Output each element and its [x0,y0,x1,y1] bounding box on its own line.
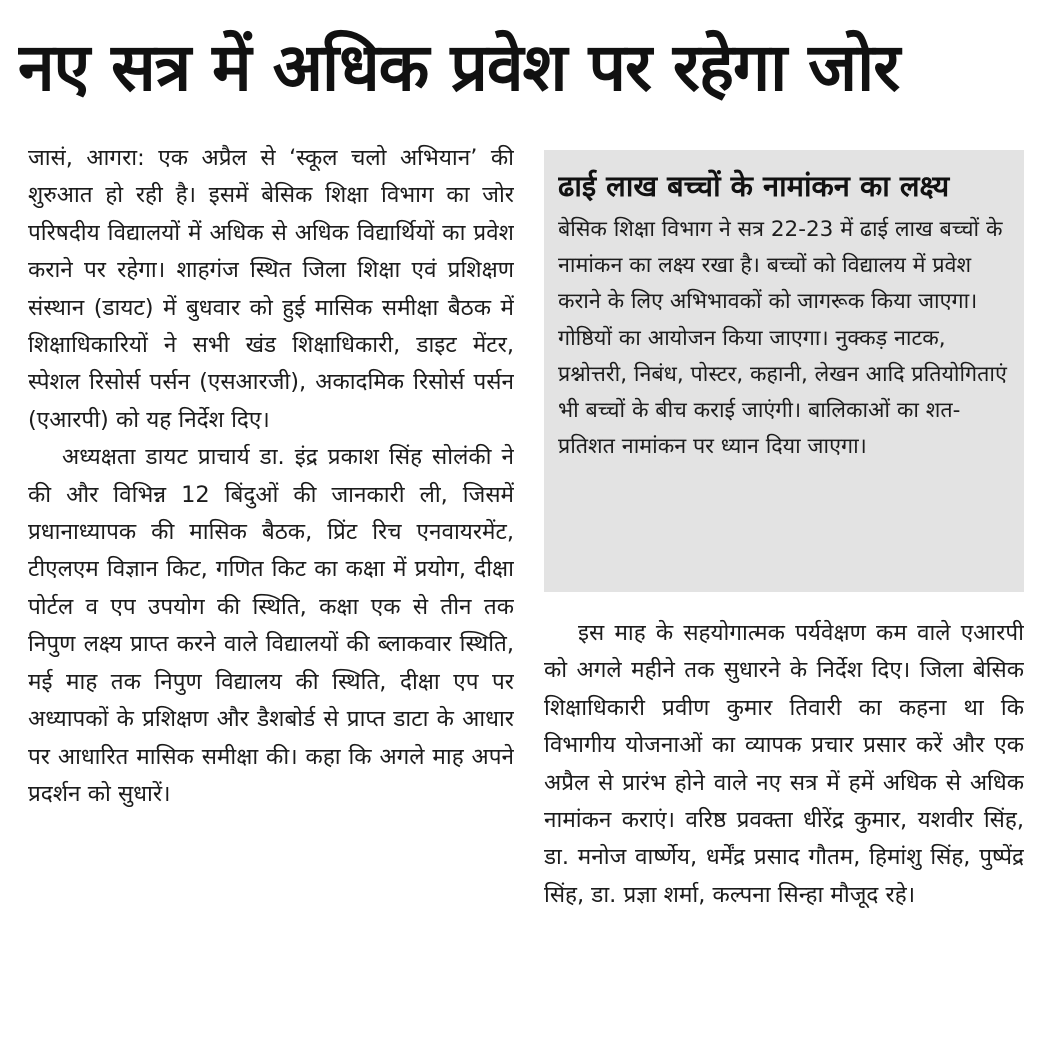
left-paragraph-1: जासं, आगरा: एक अप्रैल से ‘स्कूल चलो अभियान’ की शुरुआत हो रही है। इसमें बेसिक शिक्षा विभाग का जोर परिषदीय विद्यालयों में अधिक से अधिक विद्यार्थियों का प्रवेश कराने पर रहेगा। शाहगंज स्थित जिला शिक्षा एवं प्रशिक्षण संस्थान (डायट) में बुधवार को हुई मासिक समीक्षा बैठक में शिक्षाधिकारियों ने सभी खंड शिक्षाधिकारी, डाइट मेंटर, स्पेशल रिसोर्स पर्सन (एसआरजी), अकादमिक रिसोर्स पर्सन (एआरपी) को यह निर्देश दिए। [28,145,514,433]
right-column [544,615,1024,1052]
left-paragraph-2: अध्यक्षता डायट प्राचार्य डा. इंद्र प्रकाश सिंह सोलंकी ने की और विभिन्न 12 बिंदुओं की जानकारी ली, जिसमें प्रधानाध्यापक की मासिक बैठक, प्रिंट रिच एनवायरमेंट, टीएलएम विज्ञान किट, गणित किट का कक्षा में प्रयोग, दीक्षा पोर्टल व एप उपयोग की स्थिति, कक्षा एक से तीन तक निपुण लक्ष्य प्राप्त करने वाले विद्यालयों की ब्लाकवार स्थिति, मई माह तक निपुण विद्यालय की स्थिति, दीक्षा एप पर अध्यापकों के प्रशिक्षण और डैशबोर्ड से प्राप्त डाटा के आधार पर आधारित मासिक समीक्षा की। कहा कि अगले माह अपने प्रदर्शन को सुधारें। [28,444,514,807]
sidebar-box [544,150,1024,592]
headline: नए सत्र में अधिक प्रवेश पर रहेगा जोर [18,29,900,106]
sidebar-title: ढाई लाख बच्चों के नामांकन का लक्ष्य [558,169,950,203]
left-column [28,140,514,1050]
right-paragraph-1: इस माह के सहयोगात्मक पर्यवेक्षण कम वाले एआरपी को अगले महीने तक सुधारने के निर्देश दिए। जिला बेसिक शिक्षाधिकारी प्रवीण कुमार तिवारी का कहना था कि विभागीय योजनाओं का व्यापक प्रचार प्रसार करें और एक अप्रैल से प्रारंभ होने वाले नए सत्र में हमें अधिक से अधिक नामांकन कराएं। वरिष्ठ प्रवक्ता धीरेंद्र कुमार, यशवीर सिंह, डा. मनोज वार्ष्णेय, धर्मेंद्र प्रसाद गौतम, हिमांशु सिंह, पुष्पेंद्र सिंह, डा. प्रज्ञा शर्मा, कल्पना सिन्हा मौजूद रहे। [544,620,1024,908]
sidebar-body: बेसिक शिक्षा विभाग ने सत्र 22-23 में ढाई लाख बच्चों के नामांकन का लक्ष्य रखा है। बच्चों को विद्यालय में प्रवेश कराने के लिए अभिभावकों को जागरूक किया जाएगा। गोष्ठियों का आयोजन किया जाएगा। नुक्कड़ नाटक, प्रश्नोत्तरी, निबंध, पोस्टर, कहानी, लेखन आदि प्रतियोगिताएं भी बच्चों के बीच कराई जाएंगी। बालिकाओं का शत-प्रतिशत नामांकन पर ध्यान दिया जाएगा। [558,217,1007,460]
